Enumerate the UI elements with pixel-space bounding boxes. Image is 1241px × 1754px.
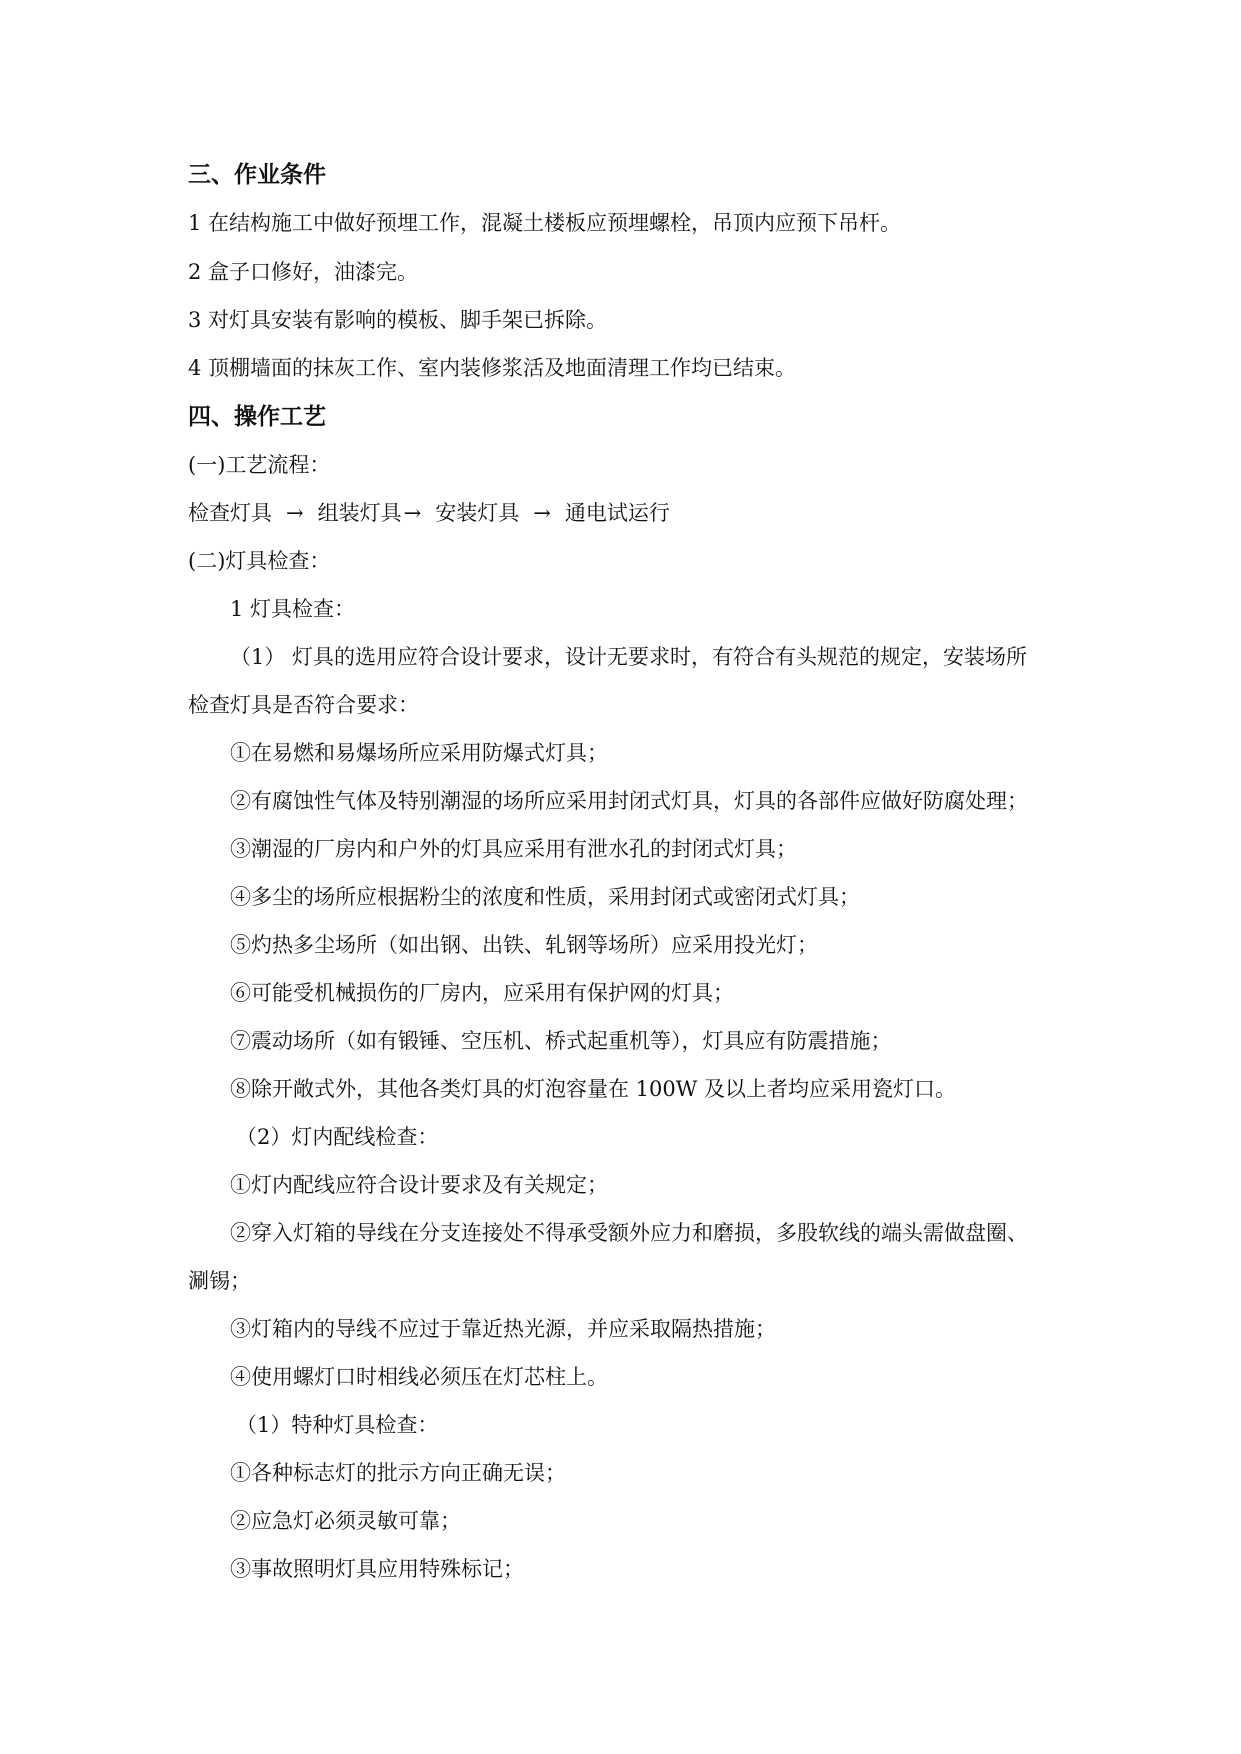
selection-item-7: ⑦震动场所（如有锻锤、空压机、桥式起重机等），灯具应有防震措施； — [230, 1029, 892, 1053]
condition-item-2: 2 盒子口修好，油漆完。 — [188, 260, 419, 284]
selection-item-3: ③潮湿的厂房内和户外的灯具应采用有泄水孔的封闭式灯具； — [230, 837, 797, 861]
section-4-heading: 四、操作工艺 — [188, 404, 326, 430]
selection-item-5: ⑤灼热多尘场所（如出钢、出铁、轧钢等场所）应采用投光灯； — [230, 933, 818, 957]
flow-arrow-icon: → — [286, 501, 304, 525]
flow-step-check: 检查灯具 — [188, 501, 272, 525]
condition-item-3: 3 对灯具安装有影响的模板、脚手架已拆除。 — [188, 308, 608, 332]
lamp-inspection-subheading: 1 灯具检查： — [230, 597, 356, 621]
flow-arrow-icon: → — [403, 501, 422, 525]
wiring-item-2-line-1: ②穿入灯箱的导线在分支连接处不得承受额外应力和磨损，多股软线的端头需做盘圈、 — [230, 1221, 1028, 1245]
process-flow — [188, 500, 670, 526]
selection-paragraph-line-1: （1） 灯具的选用应符合设计要求，设计无要求时，有符合有头规范的规定，安装场所 — [230, 645, 1028, 669]
condition-item-1: 1 在结构施工中做好预埋工作，混凝土楼板应预埋螺栓，吊顶内应预下吊杆。 — [188, 211, 902, 235]
special-item-1: ①各种标志灯的批示方向正确无误； — [230, 1461, 566, 1485]
wiring-item-4: ④使用螺灯口时相线必须压在灯芯柱上。 — [230, 1365, 608, 1389]
process-flow-label: (一)工艺流程： — [188, 453, 331, 477]
wiring-item-1: ①灯内配线应符合设计要求及有关规定； — [230, 1173, 608, 1197]
special-lamp-subheading: （1）特种灯具检查： — [236, 1413, 439, 1437]
wiring-item-2-line-2: 涮锡； — [188, 1269, 251, 1293]
inspection-label: (二)灯具检查： — [188, 549, 331, 573]
flow-step-power-test: 通电试运行 — [564, 501, 670, 525]
condition-item-4: 4 顶棚墙面的抹灰工作、室内装修浆活及地面清理工作均已结束。 — [188, 356, 797, 380]
special-item-3: ③事故照明灯具应用特殊标记； — [230, 1557, 524, 1581]
special-item-2: ②应急灯必须灵敏可靠； — [230, 1509, 461, 1533]
wiring-item-3: ③灯箱内的导线不应过于靠近热光源，并应采取隔热措施； — [230, 1317, 776, 1341]
selection-item-8: ⑧除开敞式外，其他各类灯具的灯泡容量在 100W 及以上者均应采用瓷灯口。 — [230, 1077, 957, 1101]
wiring-check-subheading: （2）灯内配线检查： — [236, 1125, 439, 1149]
selection-item-1: ①在易燃和易爆场所应采用防爆式灯具； — [230, 741, 608, 765]
flow-arrow-icon: → — [533, 501, 551, 525]
section-3-heading: 三、作业条件 — [188, 162, 326, 188]
selection-paragraph-line-2: 检查灯具是否符合要求： — [188, 693, 419, 717]
selection-item-4: ④多尘的场所应根据粉尘的浓度和性质，采用封闭式或密闭式灯具； — [230, 885, 860, 909]
selection-item-6: ⑥可能受机械损伤的厂房内，应采用有保护网的灯具； — [230, 981, 734, 1005]
selection-item-2: ②有腐蚀性气体及特别潮湿的场所应采用封闭式灯具，灯具的各部件应做好防腐处理； — [230, 789, 1028, 813]
flow-step-install: 安装灯具 — [435, 501, 520, 525]
flow-step-assemble: 组装灯具 — [317, 501, 402, 525]
